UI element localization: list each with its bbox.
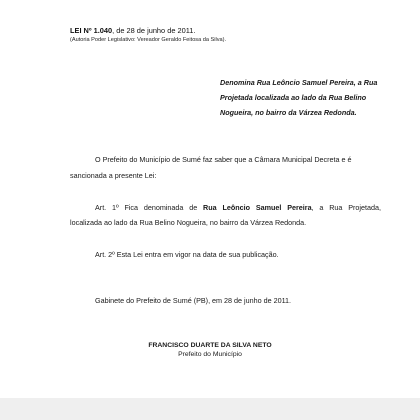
intro-paragraph-line: O Prefeito do Município de Sumé faz saber que a Câmara Municipal Decreta e é	[95, 155, 352, 164]
law-authorship: (Autoria Poder Legislativo: Vereador Geraldo Feitosa da Silva).	[70, 37, 227, 43]
law-summary-line: Projetada localizada ao lado da Rua Belino	[220, 93, 367, 102]
signatory-role: Prefeito do Município	[178, 351, 242, 358]
article-1-line	[95, 203, 381, 212]
article-2: Art. 2º Esta Lei entra em vigor na data de sua publicação.	[95, 250, 279, 259]
article-1-prefix: Art. 1º Fica denominada de	[95, 203, 204, 212]
signatory-name: FRANCISCO DUARTE DA SILVA NETO	[148, 342, 272, 349]
article-1-suffix: , a Rua Projetada,	[311, 203, 381, 212]
article-1	[95, 203, 381, 212]
article-1-line: localizada ao lado da Rua Belino Nogueira, no bairro da Várzea Redonda.	[70, 218, 307, 227]
law-date: , de 28 de junho de 2011.	[112, 26, 196, 35]
intro-paragraph-line: sancionada a presente Lei:	[70, 171, 157, 180]
law-summary	[220, 75, 400, 120]
law-number: LEI Nº 1.040	[70, 26, 113, 35]
law-header	[70, 26, 195, 35]
closing-place-date: Gabinete do Prefeito de Sumé (PB), em 28 de junho de 2011.	[95, 296, 292, 305]
law-summary-line: Denomina Rua Leôncio Samuel Pereira, a Rua	[220, 78, 378, 87]
article-1-street-name: Rua Leôncio Samuel Pereira	[203, 203, 312, 212]
law-summary-line: Nogueira, no bairro da Várzea Redonda.	[220, 108, 357, 117]
page-bottom-band	[0, 398, 420, 420]
